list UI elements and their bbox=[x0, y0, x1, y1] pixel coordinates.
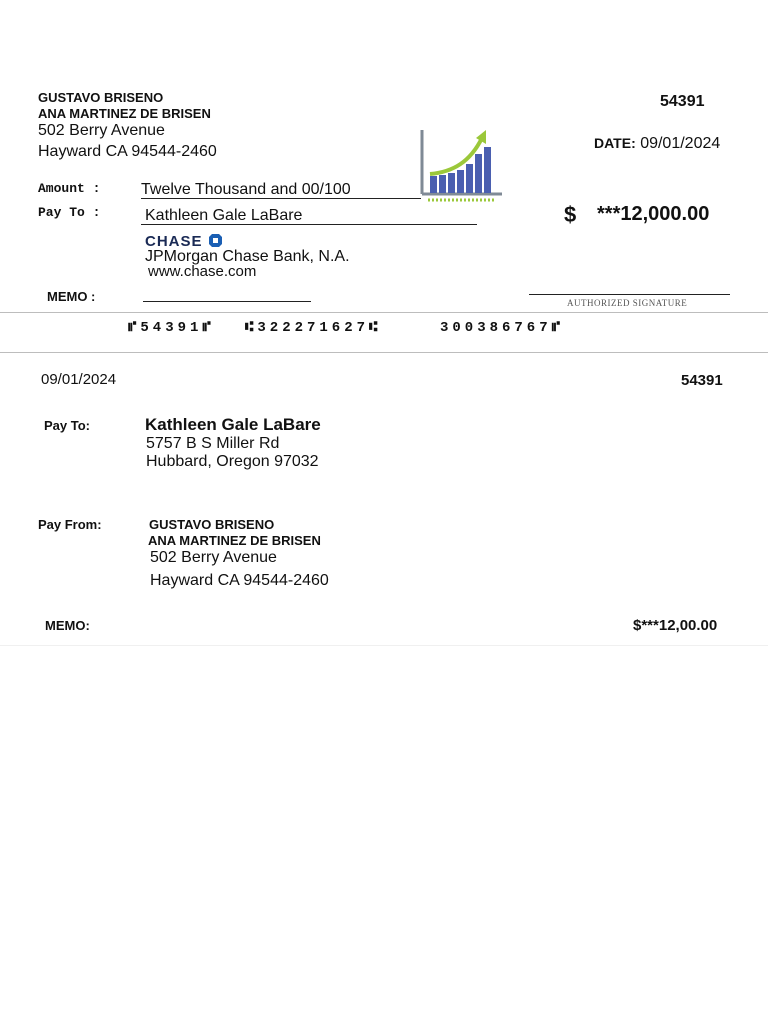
payer-address-1: 502 Berry Avenue bbox=[38, 122, 165, 139]
check-number: 54391 bbox=[660, 93, 705, 110]
memo-label: MEMO : bbox=[47, 289, 96, 304]
bank-logo-text: CHASE bbox=[145, 233, 203, 250]
stub-memo-label: MEMO: bbox=[45, 618, 90, 633]
bank-url: www.chase.com bbox=[148, 263, 257, 280]
stub-payer-address-2: Hayward CA 94544-2460 bbox=[150, 572, 329, 589]
bank-name: JPMorgan Chase Bank, N.A. bbox=[145, 248, 350, 265]
dollar-sign: $ bbox=[564, 202, 577, 227]
payer-address-2: Hayward CA 94544-2460 bbox=[38, 143, 217, 160]
stub-payee-address-2: Hubbard, Oregon 97032 bbox=[146, 453, 319, 470]
payer-name-1: GUSTAVO BRISENO bbox=[38, 90, 164, 105]
stub-check-number: 54391 bbox=[681, 372, 723, 389]
stub-payer-name-2: ANA MARTINEZ DE BRISEN bbox=[148, 533, 321, 548]
micr-routing-number: ⑆322271627⑆ bbox=[245, 320, 382, 336]
authorized-signature-label: AUTHORIZED SIGNATURE bbox=[567, 298, 688, 308]
stub-payee-address-1: 5757 B S Miller Rd bbox=[146, 435, 280, 452]
date-value: 09/01/2024 bbox=[640, 135, 721, 152]
amount-numeric: ***12,000.00 bbox=[597, 203, 710, 225]
date-label: DATE: bbox=[594, 135, 636, 151]
micr-check-number: ⑈54391⑈ bbox=[128, 320, 215, 336]
payer-name-2: ANA MARTINEZ DE BRISEN bbox=[38, 106, 211, 121]
date-field bbox=[594, 135, 720, 153]
stub-payto-label: Pay To: bbox=[44, 418, 90, 433]
amount-label: Amount : bbox=[38, 181, 101, 196]
chase-octagon-icon bbox=[208, 233, 223, 248]
micr-account-number: 300386767⑈ bbox=[440, 320, 565, 336]
stub-payee-name: Kathleen Gale LaBare bbox=[145, 415, 321, 434]
growth-chart-logo-icon bbox=[418, 128, 504, 204]
stub-payer-address-1: 502 Berry Avenue bbox=[150, 549, 277, 566]
stub-payer-name-1: GUSTAVO BRISENO bbox=[149, 517, 275, 532]
amount-words: Twelve Thousand and 00/100 bbox=[141, 181, 351, 198]
payee-name: Kathleen Gale LaBare bbox=[145, 207, 303, 224]
stub-amount: $***12,00.00 bbox=[633, 617, 718, 634]
stub-payfrom-label: Pay From: bbox=[38, 517, 102, 532]
stub-date: 09/01/2024 bbox=[41, 371, 117, 388]
payto-label: Pay To : bbox=[38, 205, 101, 220]
